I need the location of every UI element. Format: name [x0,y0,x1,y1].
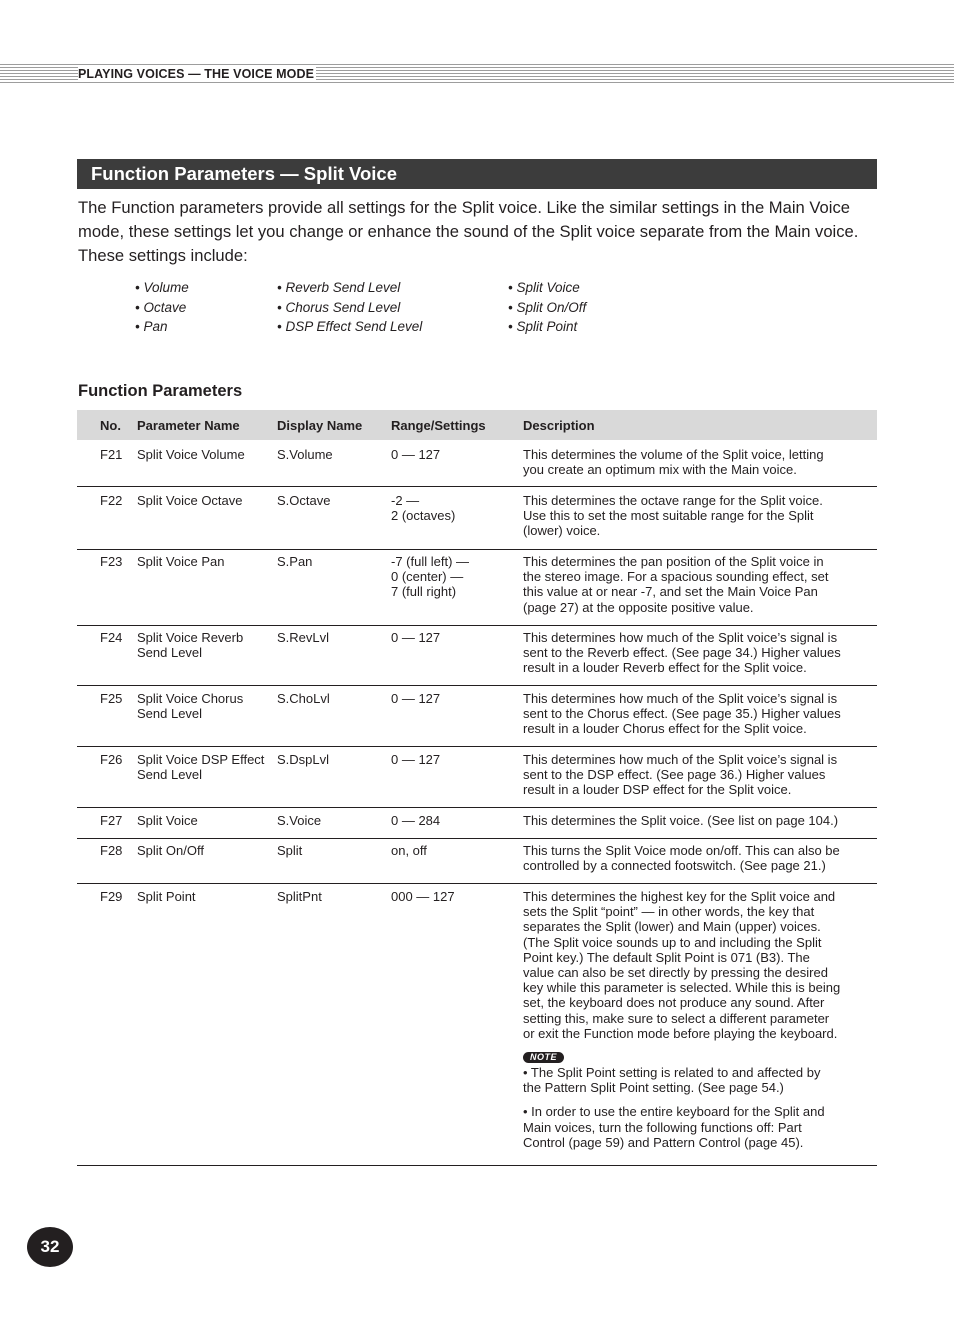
cell-description-line: sets the Split “point” — in other words, the key that [523,904,815,920]
cell-description-line: (lower) voice. [523,523,601,539]
cell-display-name-text: S.Pan [277,554,313,569]
header-no: No. [100,418,121,433]
cell-display-name [277,493,387,508]
cell-range [391,691,515,706]
cell-description-line: This determines how much of the Split voice’s signal is [523,691,838,706]
bullet-list-col2 [277,278,422,337]
cell-parameter-name-line: Split Voice Octave [137,493,243,508]
cell-description [523,691,867,737]
bullet-item: • Split On/Off [508,299,587,315]
cell-range-line: 2 (octaves) [391,508,456,524]
table-row [77,493,877,550]
bullet-item: • Split Point [508,319,578,334]
cell-number-text: F29 [100,889,123,904]
cell-description [523,889,867,1150]
cell-description-line: This turns the Split Voice mode on/off. This can also be [523,843,840,858]
header-display-name: Display Name [277,418,363,433]
cell-display-name-text: S.ChoLvl [277,691,330,706]
cell-description [523,630,867,676]
cell-number-text: F23 [100,554,123,569]
header-range-settings: Range/Settings [391,418,486,433]
cell-description [523,843,867,873]
bullet-item: • Split Voice [508,280,580,295]
cell-description-line: (page 27) at the opposite positive value. [523,599,754,615]
cell-range [391,554,515,600]
cell-description [523,493,867,539]
cell-range [391,752,515,767]
table-row [77,813,877,839]
cell-display-name [277,447,387,462]
cell-description-line: Use this to set the most suitable range for the Split [523,508,814,524]
cell-description-line: This determines the octave range for the Split voice. [523,493,823,508]
table-row [77,554,877,626]
cell-display-name-text: Split [277,843,303,858]
cell-range [391,630,515,645]
cell-parameter-name-line: Send Level [137,645,203,661]
section-title-bar [77,159,877,189]
cell-description-line: separates the Split (lower) and Main (upper) voices. [523,919,821,935]
cell-description-line: sent to the DSP effect. (See page 36.) Higher values [523,767,826,783]
note-line: • The Split Point setting is related to and affected by [523,1065,821,1081]
cell-range-line: 0 — 284 [391,813,441,828]
cell-parameter-name [137,447,273,462]
cell-parameter-name [137,554,273,569]
table-row [77,447,877,487]
table-row [77,630,877,686]
cell-display-name-text: S.Octave [277,493,331,508]
header-description: Description [523,418,595,433]
cell-description-line: you create an optimum mix with the Main voice. [523,462,797,478]
cell-number [100,554,130,569]
bullet-item: • DSP Effect Send Level [277,319,423,334]
cell-parameter-name-line: Send Level [137,767,203,783]
cell-display-name [277,691,387,706]
cell-display-name [277,752,387,767]
header-parameter-name: Parameter Name [137,418,240,433]
bullet-list-col1 [135,278,189,337]
table-subheading: Function Parameters [78,382,243,400]
cell-display-name-text: S.Voice [277,813,322,828]
cell-range [391,889,515,904]
cell-range [391,493,515,523]
note-item [523,1104,867,1150]
cell-number-text: F28 [100,843,123,858]
cell-description-line: result in a louder Reverb effect for the Split voice. [523,660,807,676]
cell-description-line: This determines how much of the Split voice’s signal is [523,630,838,645]
cell-description-line: value can also be set directly by pressing the desired [523,965,828,981]
cell-description-line: (The Split voice sounds up to and including the Split [523,934,822,950]
cell-parameter-name [137,752,273,782]
cell-description-line: controlled by a connected footswitch. (See page 21.) [523,858,826,874]
cell-description-line: this value at or near -7, and set the Main Voice Pan [523,584,818,600]
cell-range-line: 000 — 127 [391,889,455,904]
cell-number [100,493,130,508]
note-line: the Pattern Split Point setting. (See page 54.) [523,1080,784,1096]
cell-description-line: or exit the Function mode before playing the keyboard. [523,1025,838,1041]
cell-parameter-name-line: Split Voice Reverb [137,630,244,645]
bullet-item: • Octave [135,299,187,315]
cell-parameter-name-line: Split Voice [137,813,198,828]
cell-range-line: 0 — 127 [391,752,441,767]
cell-description-line: sent to the Chorus effect. (See page 35.) Higher values [523,706,841,722]
cell-parameter-name-line: Send Level [137,706,203,722]
cell-range-line: on, off [391,843,427,858]
cell-range-line: 0 (center) — [391,569,464,585]
note-line: Main voices, turn the following functions off: Part [523,1119,802,1135]
cell-range-line: -2 — [391,493,420,508]
table-row [77,691,877,747]
cell-range-line: 7 (full right) [391,584,457,600]
bullet-item: • Pan [135,319,168,334]
cell-display-name-text: S.DspLvl [277,752,330,767]
cell-description-line: the stereo image. For a spacious sounding effect, set [523,569,829,585]
cell-display-name [277,813,387,828]
table-row [77,843,877,884]
cell-parameter-name-line: Split Voice Pan [137,554,225,569]
bullet-item: • Reverb Send Level [277,280,401,295]
cell-description-line: set, the keyboard does not produce any sound. After [523,995,825,1011]
cell-description-line: result in a louder DSP effect for the Split voice. [523,782,792,798]
cell-description-line: This determines the pan position of the Split voice in [523,554,824,569]
cell-parameter-name [137,889,273,904]
cell-number [100,843,130,858]
cell-parameter-name-line: Split Point [137,889,196,904]
bullet-list-col3 [508,278,586,337]
cell-description-line: This determines the highest key for the Split voice and [523,889,836,904]
cell-display-name-text: S.Volume [277,447,333,462]
cell-number-text: F24 [100,630,123,645]
cell-description-line: Point key.) The default Split Point is 071 (B3). The [523,949,810,965]
cell-number [100,691,130,706]
cell-parameter-name [137,813,273,828]
table-header [77,410,877,440]
note-badge-icon: NOTE [523,1052,564,1063]
cell-number-text: F26 [100,752,123,767]
cell-parameter-name-line: Split Voice DSP Effect [137,752,265,767]
cell-description [523,554,867,615]
cell-range [391,447,515,462]
cell-description [523,752,867,798]
table-row [77,889,877,1166]
cell-number [100,813,130,828]
cell-parameter-name-line: Split On/Off [137,843,204,858]
cell-display-name [277,843,387,858]
cell-parameter-name [137,843,273,858]
running-header: PLAYING VOICES — THE VOICE MODE [78,67,315,81]
cell-display-name [277,630,387,645]
cell-number-text: F27 [100,813,123,828]
note-line: Control (page 59) and Pattern Control (page 45). [523,1134,804,1150]
page-number: 32 [27,1227,73,1267]
cell-display-name [277,889,387,904]
cell-range [391,843,515,858]
cell-range-line: 0 — 127 [391,630,441,645]
note-line: • In order to use the entire keyboard for the Split and [523,1104,825,1120]
cell-description-line: key while this parameter is selected. While this is being [523,980,841,996]
cell-description-line: This determines the Split voice. (See list on page 104.) [523,813,839,828]
cell-number [100,752,130,767]
cell-description [523,813,867,828]
table-row [77,752,877,808]
cell-parameter-name-line: Split Voice Volume [137,447,245,462]
bullet-item: • Volume [135,280,189,295]
cell-number [100,447,130,462]
cell-display-name-text: SplitPnt [277,889,322,904]
cell-display-name-text: S.RevLvl [277,630,330,645]
cell-description [523,447,867,477]
cell-parameter-name [137,691,273,721]
cell-number [100,889,130,904]
cell-parameter-name [137,493,273,508]
cell-range [391,813,515,828]
cell-description-line: setting this, make sure to select a different parameter [523,1010,830,1026]
cell-range-line: -7 (full left) — [391,554,470,569]
cell-range-line: 0 — 127 [391,691,441,706]
cell-description-line: This determines how much of the Split voice’s signal is [523,752,838,767]
intro-paragraph: The Function parameters provide all settings for the Split voice. Like the similar settings in the Main Voice mode, these settings let you change or enhance the sound of the Split voice separate from the Main voice. These settings include: [78,198,859,265]
cell-display-name [277,554,387,569]
cell-number-text: F21 [100,447,123,462]
note-item [523,1065,867,1095]
cell-number [100,630,130,645]
cell-description-line: result in a louder Chorus effect for the Split voice. [523,721,807,737]
bullet-item: • Chorus Send Level [277,299,401,315]
cell-description-line: sent to the Reverb effect. (See page 34.) Higher values [523,645,841,661]
cell-number-text: F25 [100,691,123,706]
cell-description-line: This determines the volume of the Split voice, letting [523,447,824,462]
cell-range-line: 0 — 127 [391,447,441,462]
section-title: Function Parameters — Split Voice [91,163,398,184]
cell-parameter-name-line: Split Voice Chorus [137,691,244,706]
cell-parameter-name [137,630,273,660]
cell-number-text: F22 [100,493,123,508]
